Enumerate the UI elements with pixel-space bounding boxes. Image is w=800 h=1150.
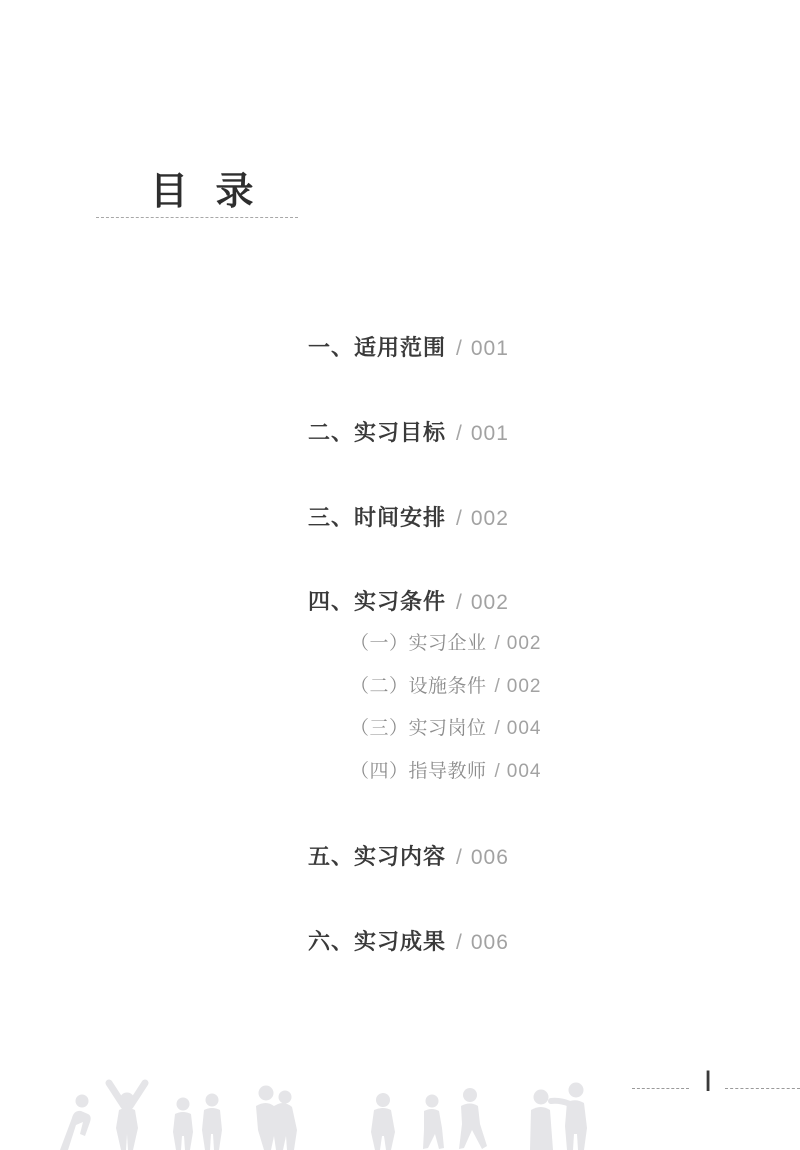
- toc-entry-label: 三、时间安排: [308, 505, 447, 530]
- title-dashed-rule: [96, 217, 298, 218]
- toc-separator: /: [456, 422, 462, 445]
- table-of-contents: [308, 0, 728, 1000]
- toc-sub-entry: [350, 761, 542, 783]
- toc-entry: [308, 930, 509, 955]
- toc-entry-label: （三）实习岗位: [350, 718, 487, 739]
- footer-dashed-rule-right: [725, 1088, 800, 1089]
- toc-entry-page: 004: [506, 761, 542, 782]
- toc-entry-label: （二）设施条件: [350, 676, 487, 697]
- toc-entry-label: （一）实习企业: [350, 633, 487, 654]
- toc-separator: /: [494, 718, 500, 739]
- toc-entry-label: 四、实习条件: [308, 589, 447, 614]
- toc-separator: /: [456, 337, 462, 360]
- toc-separator: /: [456, 846, 462, 869]
- toc-entry-page: 002: [470, 591, 509, 614]
- toc-entry: [308, 845, 509, 870]
- toc-entry-page: 006: [470, 931, 509, 954]
- toc-entry: [308, 336, 509, 361]
- toc-separator: /: [456, 507, 462, 530]
- toc-entry-label: 二、实习目标: [308, 420, 447, 445]
- toc-entry: [308, 590, 509, 615]
- toc-entry-page: 002: [506, 633, 542, 654]
- toc-separator: /: [456, 931, 462, 954]
- toc-entry-page: 006: [470, 846, 509, 869]
- toc-entry: [308, 421, 509, 446]
- toc-separator: /: [494, 761, 500, 782]
- toc-entry-page: 001: [470, 337, 509, 360]
- toc-sub-entry: [350, 676, 542, 698]
- toc-entry-page: 002: [470, 507, 509, 530]
- people-silhouettes-image: [0, 1070, 620, 1150]
- page-title: 目 录: [150, 171, 255, 213]
- toc-separator: /: [456, 591, 462, 614]
- toc-entry-page: 004: [506, 718, 542, 739]
- toc-entry: [308, 506, 509, 531]
- toc-separator: /: [494, 676, 500, 697]
- toc-sub-entry: [350, 633, 542, 655]
- toc-entry-label: 五、实习内容: [308, 844, 447, 869]
- toc-entry-label: 六、实习成果: [308, 929, 447, 954]
- toc-entry-label: 一、适用范围: [308, 335, 447, 360]
- toc-entry-label: （四）指导教师: [350, 761, 487, 782]
- footer-page-number: I: [703, 1065, 713, 1098]
- toc-separator: /: [494, 633, 500, 654]
- toc-entry-page: 002: [506, 676, 542, 697]
- footer-dashed-rule-left: [632, 1088, 689, 1089]
- toc-entry-page: 001: [470, 422, 509, 445]
- toc-sub-entry: [350, 718, 542, 740]
